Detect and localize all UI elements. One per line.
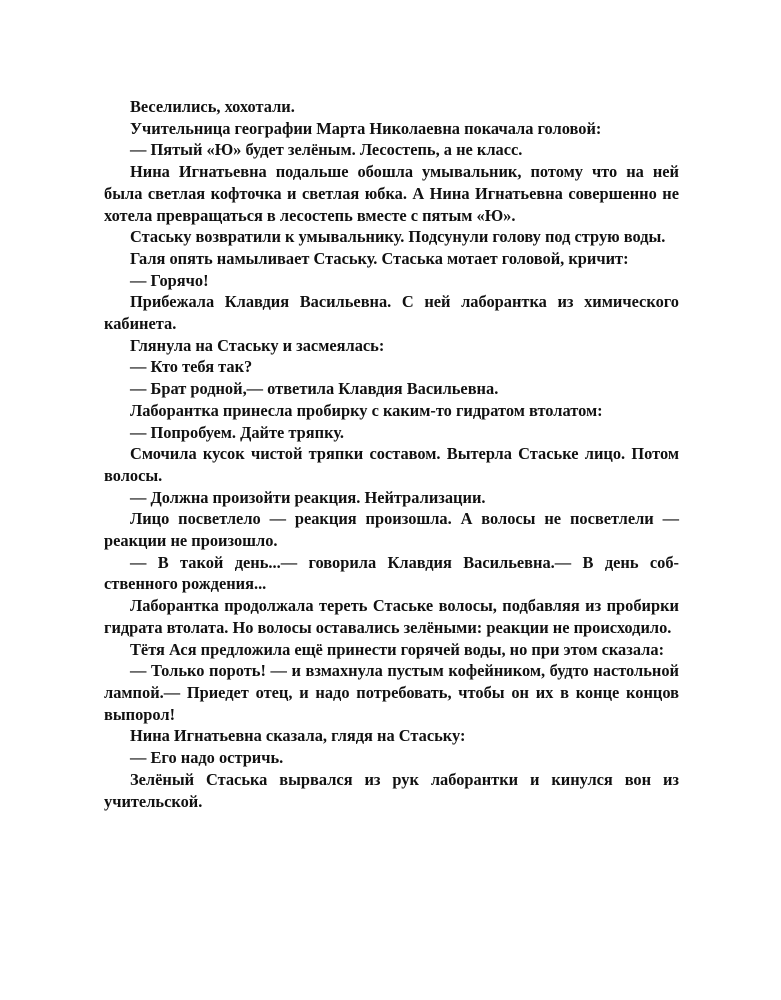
- paragraph-16: Лицо посветлело — реакция произошла. А волосы не посветлели — реакции не произошло.: [104, 509, 679, 551]
- book-page: [104, 96, 679, 812]
- paragraph-5: Стаську возвратили к умывальнику. Подсунули голову под струю воды.: [130, 227, 666, 247]
- paragraph-3: — Пятый «Ю» будет зелёным. Лесостепь, а не класс.: [130, 140, 523, 160]
- paragraph-15: — Должна произойти реакция. Нейтрализации.: [130, 487, 486, 507]
- paragraph-4: Нина Игнатьевна подальше обошла умывальник, потому что на ней была светлая кофточка и светлая юбка. А Нина Игнатьевна совершенно не хотела превращаться в лесостепь вместе с пятым «Ю».: [104, 162, 679, 225]
- paragraph-21: Нина Игнатьевна сказала, глядя на Стаську:: [130, 726, 466, 746]
- paragraph-12: Лаборантка принесла пробирку с каким-то гидратом втолатом:: [130, 400, 603, 420]
- paragraph-2: Учительница географии Марта Николаевна покачала головой:: [130, 118, 602, 138]
- paragraph-14: Смочила кусок чистой тряпки составом. Вытерла Стаське лицо. Потом волосы.: [104, 444, 679, 485]
- paragraph-6: Галя опять намыливает Стаську. Стаська мотает головой, кричит:: [130, 248, 629, 268]
- paragraph-9: Глянула на Стаську и засмеялась:: [130, 335, 385, 355]
- paragraph-10: — Кто тебя так?: [130, 357, 253, 377]
- paragraph-17: — В такой день...— говорила Клавдия Васильевна.— В день собственного рождения...: [104, 552, 679, 594]
- paragraph-1: Веселились, хохотали.: [130, 97, 295, 116]
- paragraph-20: — Только пороть! — и взмахнула пустым кофейником, будто настольной лампой.— Приедет отец, и надо потребовать, чтобы он их в конце концов выпорол!: [104, 661, 679, 724]
- paragraph-22: — Его надо остричь.: [130, 748, 284, 768]
- paragraph-7: — Горячо!: [130, 270, 209, 290]
- paragraph-8: Прибежала Клавдия Васильевна. С ней лаборантка из химического кабинета.: [104, 292, 679, 334]
- paragraph-18: Лаборантка продолжала тереть Стаське волосы, подбавляя из пробирки гидрата втолата. Но волосы оставались зелёными: реакции не происходило.: [104, 596, 679, 637]
- paragraph-13: — Попробуем. Дайте тряпку.: [130, 422, 344, 442]
- paragraph-19: Тётя Ася предложила ещё принести горячей воды, но при этом сказала:: [130, 639, 665, 659]
- paragraph-11: — Брат родной,— ответила Клавдия Васильевна.: [130, 379, 499, 399]
- paragraph-23: Зелёный Стаська вырвался из рук лаборантки и кинулся вон из учительской.: [104, 769, 679, 811]
